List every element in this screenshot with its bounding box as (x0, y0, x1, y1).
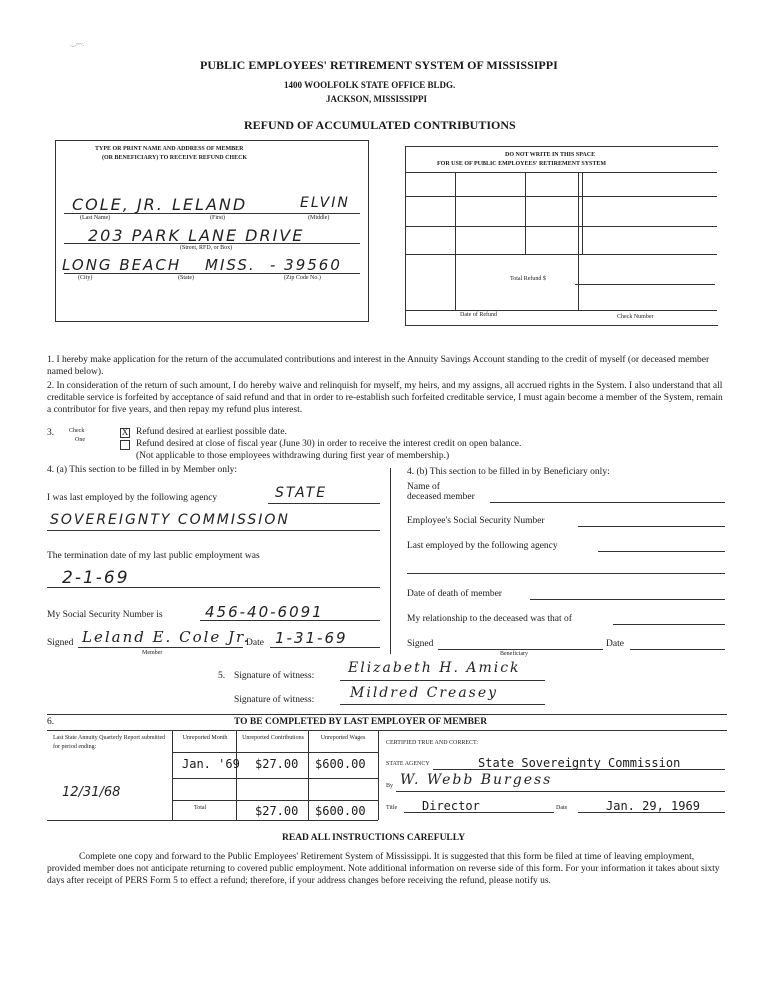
employer-signature[interactable]: W. Webb Burgess (400, 772, 553, 788)
check-one-label-2: One (75, 437, 85, 443)
deceased-name-label-2: deceased member (407, 492, 475, 502)
item-2-text: 2. In consideration of the return of such amount, I do hereby waive and relinquish for myself, my heirs, and my assigns, all accrued rights in the System. I also understand that all creditable service is forfeited by acceptance of said refund and that in order to re-establish such forfeited creditable service, I must again become a member of the System, remain a contributor for five years, and then repay my refund plus interest. (47, 381, 723, 415)
date-of-death-label: Date of death of member (407, 589, 502, 599)
label-street: (Street, RFD, or Box) (180, 245, 233, 251)
title-label: Title (386, 805, 398, 811)
last-employed-agency-2[interactable]: SOVEREIGNTY COMMISSION (50, 512, 290, 528)
beneficiary-date-label: Date (606, 639, 624, 649)
office-use-box (405, 146, 718, 326)
total-wages[interactable]: $600.00 (315, 804, 366, 818)
section-6-num: 6. (47, 717, 55, 727)
member-city: LONG BEACH (62, 256, 182, 274)
by-label: By (386, 783, 394, 789)
member-box-heading-1: TYPE OR PRINT NAME AND ADDRESS OF MEMBER (95, 146, 244, 152)
system-title: PUBLIC EMPLOYEES' RETIREMENT SYSTEM OF MISSISSIPPI (200, 58, 558, 72)
certified-label: CERTIFIED TRUE AND CORRECT: (386, 740, 479, 746)
system-city: JACKSON, MISSISSIPPI (326, 94, 428, 104)
check-one-label-1: Check (69, 428, 85, 434)
member-date-label: Date (246, 638, 264, 648)
member-date[interactable]: 1-31-69 (275, 629, 348, 647)
last-employed-label: I was last employed by the following agency (47, 493, 218, 503)
row-month[interactable]: Jan. '69 (182, 757, 240, 771)
office-box-heading-2: FOR USE OF PUBLIC EMPLOYEES' RETIREMENT SYSTEM (437, 161, 607, 167)
label-state: (State) (178, 275, 194, 281)
option-earliest-label: Refund desired at earliest possible date. (136, 427, 287, 437)
total-contributions[interactable]: $27.00 (255, 804, 299, 818)
ssn-label: My Social Security Number is (47, 610, 163, 620)
beneficiary-signed-label: Signed (407, 639, 434, 649)
witness-1-signature[interactable]: Elizabeth H. Amick (348, 660, 521, 676)
member-state: MISS. (205, 256, 256, 274)
employee-ssn-label: Employee's Social Security Number (407, 516, 545, 526)
option-fiscal-year-checkbox[interactable] (120, 440, 130, 450)
col-unreported-wages: Unreported Wages (320, 735, 366, 741)
instructions-heading: READ ALL INSTRUCTIONS CAREFULLY (282, 833, 466, 843)
office-box-heading-1: DO NOT WRITE IN THIS SPACE (505, 152, 596, 158)
section-4a-heading: 4. (a) This section to be filled in by Member only: (47, 465, 238, 475)
report-period-label: Last State Annuity Quarterly Report submitted for period ending: (53, 735, 166, 750)
witness-2-label: Signature of witness: (234, 695, 315, 705)
section-5-num: 5. (218, 671, 226, 681)
option-fiscal-year-label: Refund desired at close of fiscal year (June 30) in order to receive the interest credit on open balance. (136, 439, 522, 449)
label-last-name: (Last Name) (80, 215, 111, 221)
item-3-num: 3. (47, 428, 55, 438)
employer-title[interactable]: Director (422, 799, 480, 813)
member-signature[interactable]: Leland E. Cole Jr. (82, 628, 251, 646)
beneficiary-label: Beneficiary (500, 651, 528, 657)
member-last-name: COLE, JR. (72, 195, 164, 214)
relationship-label: My relationship to the deceased was that of (407, 614, 572, 624)
date-of-refund-label: Date of Refund (460, 312, 497, 318)
label-city: (City) (78, 275, 93, 281)
member-label: Member (142, 650, 163, 656)
option-earliest-checkbox[interactable]: X (121, 427, 129, 437)
section-4b-heading: 4. (b) This section to be filled in by Beneficiary only: (407, 467, 610, 477)
corner-mark: ._.~~. (70, 42, 84, 48)
section-6-heading: TO BE COMPLETED BY LAST EMPLOYER OF MEMBER (234, 717, 488, 727)
total-label: Total (194, 805, 207, 811)
row-wages[interactable]: $600.00 (315, 757, 366, 771)
last-employed-agency-1[interactable]: STATE (275, 485, 328, 501)
termination-date-label: The termination date of my last public employment was (47, 551, 260, 561)
beneficiary-agency-label: Last employed by the following agency (407, 541, 558, 551)
report-period-ending[interactable]: 12/31/68 (62, 785, 121, 800)
total-refund-label: Total Refund $ (510, 276, 546, 282)
state-agency-label: STATE AGENCY (386, 761, 430, 767)
col-unreported-month: Unreported Month (182, 735, 228, 741)
state-agency-value[interactable]: State Sovereignty Commission (478, 756, 681, 770)
termination-date[interactable]: 2-1-69 (62, 568, 130, 588)
check-number-label: Check Number (617, 314, 654, 320)
deceased-name-label-1: Name of (407, 482, 440, 492)
label-zip: (Zip Code No.) (284, 275, 321, 281)
witness-2-signature[interactable]: Mildred Creasey (350, 685, 499, 701)
col-unreported-contributions: Unreported Contributions (242, 735, 304, 741)
label-middle-name: (Middle) (308, 215, 330, 221)
row-contributions[interactable]: $27.00 (255, 757, 299, 771)
signed-label: Signed (47, 638, 74, 648)
member-first-name: LELAND (172, 195, 248, 214)
member-ssn[interactable]: 456-40-6091 (205, 603, 324, 621)
item-1-text: 1. I hereby make application for the return of the accumulated contributions and interest in the Annuity Savings Account standing to the credit of myself (or deceased member named below). (47, 355, 710, 377)
member-middle-name: ELVIN (300, 195, 350, 211)
system-address: 1400 WOOLFOLK STATE OFFICE BLDG. (284, 80, 456, 90)
member-street: 203 PARK LANE DRIVE (88, 226, 305, 245)
member-zip: - 39560 (270, 256, 342, 274)
label-first-name: (First) (210, 215, 225, 221)
instructions-text: Complete one copy and forward to the Public Employees' Retirement System of Mississippi. It is suggested that this form be filed at time of leaving employment, provided member does not anticipate returning to covered public employment. Note additional information on reverse side of this form. For your information it takes about sixty days after receipt of PERS Form 5 to effect a refund; therefore, if your address changes before receiving the refund, please notify us. (47, 852, 720, 886)
option-fiscal-year-note: (Not applicable to those employees withdrawing during first year of membership.) (136, 451, 450, 461)
employer-date[interactable]: Jan. 29, 1969 (606, 799, 700, 813)
form-title: REFUND OF ACCUMULATED CONTRIBUTIONS (244, 118, 516, 132)
employer-date-label: Date (556, 805, 568, 811)
member-box-heading-2: (OR BENEFICIARY) TO RECEIVE REFUND CHECK (102, 155, 248, 161)
witness-1-label: Signature of witness: (234, 671, 315, 681)
